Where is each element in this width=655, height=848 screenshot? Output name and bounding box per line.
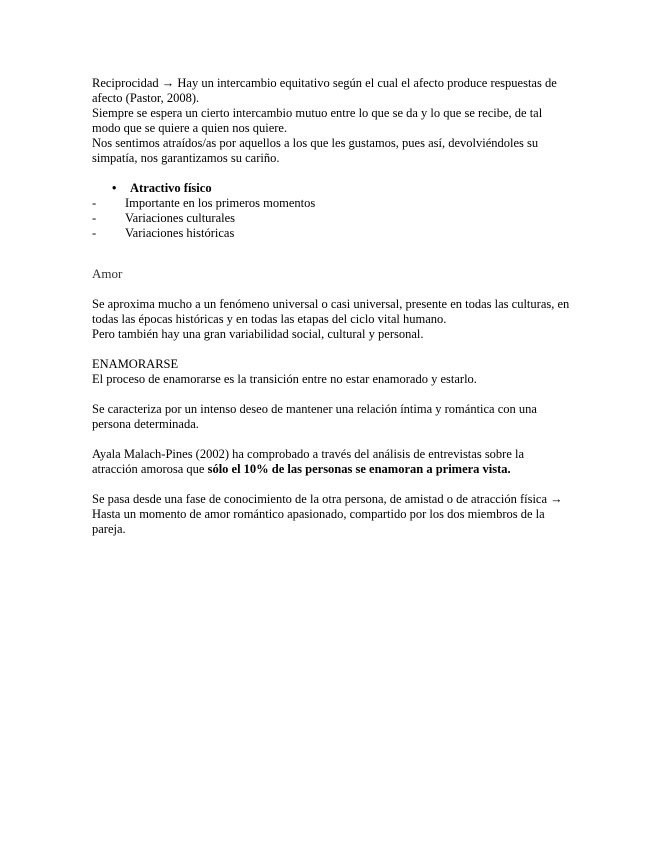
phases-paragraph: Se pasa desde una fase de conocimiento de la otra persona, de amistad o de atracción física → Hasta un momento de amor romántico apasionado, compartido por los dos miembros de la pareja. — [92, 492, 563, 536]
list-item — [92, 196, 572, 211]
dash-marker: - — [92, 211, 97, 225]
bullet-icon: • — [112, 181, 117, 195]
list-item-text: Variaciones históricas — [125, 226, 235, 240]
reciprocity-paragraph: Reciprocidad → Hay un intercambio equitativo según el cual el afecto produce respuestas de afecto (Pastor, 2008). — [92, 76, 557, 105]
spacer — [92, 256, 572, 266]
bullet-atractivo-fisico — [92, 181, 572, 196]
enamorarse-heading: ENAMORARSE — [92, 357, 179, 371]
spacer — [92, 387, 572, 402]
bullet-title: Atractivo físico — [130, 181, 212, 195]
document-page — [92, 76, 572, 537]
enamorarse-definition: El proceso de enamorarse es la transición entre no estar enamorado y estarlo. — [92, 372, 477, 386]
spacer — [92, 166, 572, 181]
enamorarse-characterization: Se caracteriza por un intenso deseo de mantener una relación íntima y romántica con una persona determinada. — [92, 402, 537, 431]
spacer — [92, 282, 572, 297]
dash-marker: - — [92, 196, 97, 210]
list-item — [92, 211, 572, 226]
mutual-exchange-paragraph: Siempre se espera un cierto intercambio mutuo entre lo que se da y lo que se recibe, de tal modo que se quiere a quien nos quiere. — [92, 106, 543, 135]
amor-variability-paragraph: Pero también hay una gran variabilidad social, cultural y personal. — [92, 327, 424, 341]
spacer — [92, 477, 572, 492]
attraction-paragraph: Nos sentimos atraídos/as por aquellos a los que les gustamos, pues así, devolviéndoles su simpatía, nos garantizamos su cariño. — [92, 136, 539, 165]
list-item — [92, 226, 572, 241]
spacer — [92, 342, 572, 357]
study-text: Ayala Malach-Pines (2002) ha comprobado a través del análisis de entrevistas sobre la atracción amorosa que — [92, 447, 525, 476]
amor-paragraph: Se aproxima mucho a un fenómeno universal o casi universal, presente en todas las culturas, en todas las épocas históricas y en todas las etapas del ciclo vital humano. — [92, 297, 570, 326]
list-item-text: Variaciones culturales — [125, 211, 236, 225]
study-highlight: sólo el 10% de las personas se enamoran a primera vista. — [207, 462, 511, 476]
study-paragraph — [92, 447, 572, 477]
list-item-text: Importante en los primeros momentos — [125, 196, 316, 210]
dash-marker: - — [92, 226, 97, 240]
amor-heading: Amor — [92, 266, 123, 281]
spacer — [92, 432, 572, 447]
spacer — [92, 241, 572, 256]
